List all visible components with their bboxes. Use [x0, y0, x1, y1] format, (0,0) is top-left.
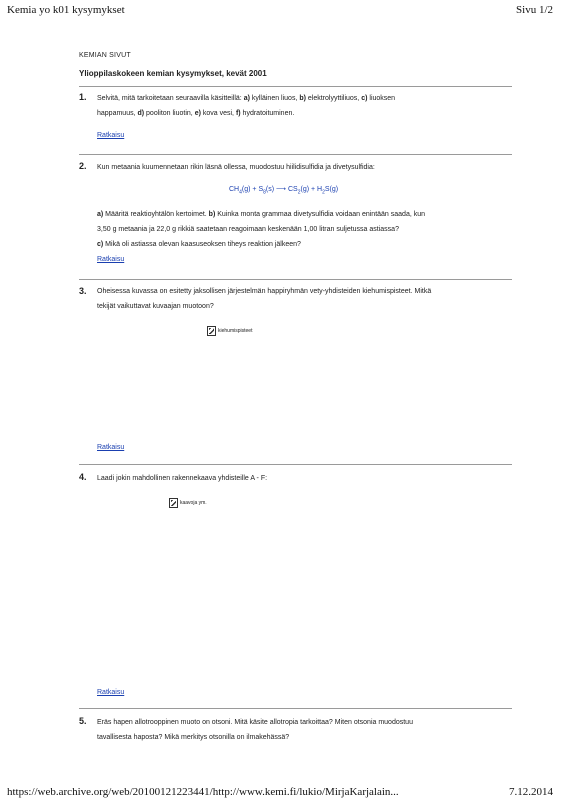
broken-image-icon — [169, 498, 178, 508]
question-2-text: a) Määritä reaktioyhtälön kertoimet. b) Kuinka monta grammaa divetysulfidia voidaan enintään saada, kun 3,50 g metaania ja 22,0 g rikkiä saatetaan reagoimaan keskenään 1,00 litran suljetussa astiassa? c) Mikä oli astiassa olevan kaasuseoksen tiheys reaktion jälkeen? — [97, 211, 426, 248]
question-1-number: 1. — [79, 92, 87, 102]
question-4-text: Laadi jokin mahdollinen rakennekaava yhdisteille A - F: — [97, 475, 268, 482]
question-4-number: 4. — [79, 472, 87, 482]
reaction-equation: $CH_4(g) + S_8(s)$ ⟶ $CS_2(g) + H_2S(g)$ — [229, 186, 339, 196]
print-header-page: Sivu 1/2 — [516, 4, 553, 16]
solution-link-1[interactable]: Ratkaisu — [97, 132, 125, 139]
question-2-number: 2. — [79, 161, 87, 171]
question-2-intro: Kun metaania kuumennetaan rikin läsnä ollessa, muodostuu hiilidisulfidia ja divetysulfidia: — [97, 164, 375, 171]
solution-link-4[interactable]: Ratkaisu — [97, 689, 125, 696]
divider — [79, 464, 512, 465]
structural-formulas-image: kaavoja ym. — [169, 498, 207, 508]
boiling-points-image: kiehumispisteet — [207, 326, 252, 336]
question-3-text: Oheisessa kuvassa on esitetty jaksollisen järjestelmän happiryhmän vety-yhdisteiden kiehumispisteet. Mitkä tekijät vaikuttavat kuvaajan muotoon? — [97, 288, 432, 310]
site-name: KEMIAN SIVUT — [79, 52, 131, 59]
solution-link-3[interactable]: Ratkaisu — [97, 444, 125, 451]
solution-link-2[interactable]: Ratkaisu — [97, 256, 125, 263]
question-5-text: Eräs hapen allotrooppinen muoto on otsoni. Mitä käsite allotropia tarkoittaa? Miten otsonia muodostuu tavallisesta haposta? Mikä merkitys otsonilla on ilmakehässä? — [97, 719, 413, 741]
print-header-title: Kemia yo k01 kysymykset — [7, 4, 125, 16]
broken-image-icon — [207, 326, 216, 336]
divider — [79, 154, 512, 155]
question-1-text: Selvitä, mitä tarkoitetaan seuraavilla käsitteillä: a) kylläinen liuos, b) elektrolyyttiliuos, c) liuoksen happamuus, d) pooliton liuotin, e) kova vesi, f) hydratoituminen. — [97, 95, 396, 117]
divider — [79, 708, 512, 709]
print-footer-url: https://web.archive.org/web/20100121223441/http://www.kemi.fi/lukio/MirjaKarjalain... — [7, 786, 399, 798]
divider — [79, 279, 512, 280]
page-title: Ylioppilaskokeen kemian kysymykset, kevät 2001 — [79, 69, 267, 78]
question-3-number: 3. — [79, 286, 87, 296]
print-footer-date: 7.12.2014 — [509, 786, 553, 798]
question-5-number: 5. — [79, 716, 87, 726]
divider — [79, 86, 512, 87]
